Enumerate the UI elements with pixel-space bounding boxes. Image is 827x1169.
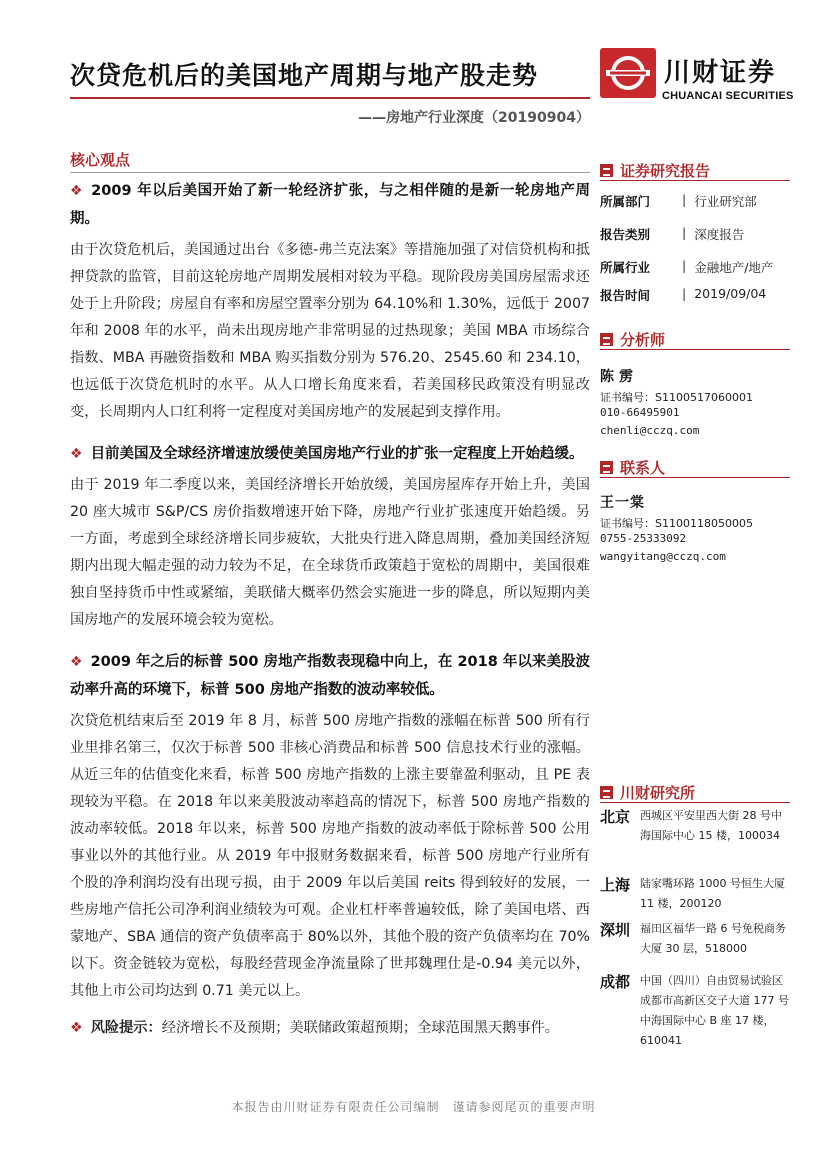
analyst-phone: 010-66495901 bbox=[600, 406, 680, 419]
footer-disclaimer: 本报告由川财证券有限责任公司编制 谨请参阅尾页的重要声明 bbox=[231, 1100, 596, 1114]
section-body: 由于次贷危机后，美国通过出台《多德-弗兰克法案》等措施加强了对信贷机构和抵押贷款的监管，目前这轮房地产周期发展相对较为平稳。现阶段房美国房屋需求还处于上升阶段；房屋自有率和房屋空置率分别为 64.10%和 1.30%，远低于 2007 年和 2008 年的水平，尚未出现房地产非常明显的过热现象；美国 MBA 市场综合指数、MBA 再融资指数和 MBA 购买指数分别为 576.20、2545.60 和 234.10，也远低于次贷危机时的水平。从人口增长角度来看，若美国移民政策没有明显改变，长周期内人口红利将一定程度对美国房地产的发展起到支撑作用。 bbox=[70, 242, 590, 420]
section-marker-icon bbox=[600, 461, 613, 474]
section-sp500 bbox=[70, 648, 590, 1005]
core-heading: 核心观点 bbox=[70, 151, 131, 169]
logo-text-cn: 川财证券 bbox=[664, 58, 777, 88]
chuancai-logo-icon bbox=[600, 48, 656, 98]
info-row-category: 报告类别 | 深度报告 bbox=[600, 225, 745, 242]
report-title: 次贷危机后的美国地产周期与地产股走势 bbox=[70, 61, 539, 90]
sidebar-divider bbox=[600, 349, 790, 350]
office-beijing: 北京 西城区平安里西大街 28 号中海国际中心 15 楼，100034 bbox=[600, 808, 782, 842]
section-heading: ❖ 2009 年以后美国开始了新一轮经济扩张，与之相伴随的是新一轮房地产周期。 bbox=[70, 183, 590, 227]
office-chengdu: 成都 中国（四川）自由贸易试验区成都市高新区交子大道 177 号中海国际中心 B 座 17 楼，610041 bbox=[600, 973, 789, 1047]
office-shanghai: 上海 陆家嘴环路 1000 号恒生大厦 11 楼，200120 bbox=[600, 876, 785, 910]
diamond-bullet-icon: ❖ bbox=[70, 654, 83, 670]
info-row-date: 报告时间 | 2019/09/04 bbox=[600, 286, 767, 303]
institute-heading: 川财研究所 bbox=[600, 782, 695, 803]
section-expansion bbox=[70, 177, 590, 426]
header-divider bbox=[70, 97, 590, 99]
report-heading: 证券研究报告 bbox=[600, 160, 710, 181]
section-body: 由于 2019 年二季度以来，美国经济增长开始放缓，美国房屋库存开始上升，美国 20 座大城市 S&P/CS 房价指数增速开始下降，房地产行业扩张速度开始趋缓。另一方面，考虑到全球经济增长同步疲软，大批央行进入降息周期，叠加美国经济短期内出现大幅走强的动力较为不足，在全球货币政策趋于宽松的周期中，美国很难独自坚持货币中性或紧缩，美联储大概率仍然会实施进一步的降息，所以短期内美国房地产的发展环境会较为宽松。 bbox=[70, 477, 590, 628]
contact-phone: 0755-25333092 bbox=[600, 532, 687, 545]
sidebar-divider bbox=[600, 802, 790, 803]
office-shenzhen: 深圳 福田区福华一路 6 号免税商务大厦 30 层，518000 bbox=[600, 921, 786, 955]
section-heading: ❖ 2009 年之后的标普 500 房地产指数表现稳中向上，在 2018 年以来美股波动率升高的环境下，标普 500 房地产指数的波动率较低。 bbox=[70, 654, 590, 698]
section-heading: ❖ 目前美国及全球经济增速放缓使美国房地产行业的扩张一定程度上开始趋缓。 bbox=[70, 446, 584, 462]
info-row-department: 所属部门 | 行业研究部 bbox=[600, 192, 757, 209]
report-subtitle: ——房地产行业深度（20190904） bbox=[358, 110, 590, 126]
contact-email[interactable]: wangyitang@cczq.com bbox=[600, 550, 726, 563]
diamond-bullet-icon: ❖ bbox=[70, 1020, 83, 1036]
risk-label: 风险提示： bbox=[90, 1020, 162, 1036]
section-marker-icon bbox=[600, 164, 613, 177]
contact-heading: 联系人 bbox=[600, 457, 665, 478]
section-marker-icon bbox=[600, 786, 613, 799]
diamond-bullet-icon: ❖ bbox=[70, 183, 84, 199]
analyst-email[interactable]: chenli@cczq.com bbox=[600, 424, 700, 437]
risk-text: 经济增长不及预期；美联储政策超预期；全球范围黑天鹅事件。 bbox=[161, 1020, 559, 1036]
diamond-bullet-icon: ❖ bbox=[70, 446, 83, 462]
sidebar-divider bbox=[600, 180, 790, 181]
logo-text-en: CHUANCAI SECURITIES bbox=[662, 90, 794, 102]
analyst-name: 陈雳 bbox=[600, 369, 638, 385]
info-row-industry: 所属行业 | 金融地产/地产 bbox=[600, 258, 774, 275]
contact-name: 王一棠 bbox=[600, 495, 645, 511]
main-content bbox=[70, 177, 590, 1042]
section-marker-icon bbox=[600, 333, 613, 346]
contact-cert: 证书编号：S1100118050005 bbox=[600, 517, 753, 530]
analyst-cert: 证书编号：S1100517060001 bbox=[600, 391, 753, 404]
sidebar-divider bbox=[600, 477, 790, 478]
analyst-heading: 分析师 bbox=[600, 329, 665, 350]
core-divider bbox=[70, 172, 590, 173]
section-body: 次贷危机结束后至 2019 年 8 月，标普 500 房地产指数的涨幅在标普 500 所有行业里排名第三，仅次于标普 500 非核心消费品和标普 500 信息技术行业的涨幅。从近三年的估值变化来看，标普 500 房地产指数的上涨主要靠盈利驱动，且 PE 表现较为平稳。在 2018 年以来美股波动率趋高的情况下，标普 500 房地产指数的波动率较低。2018 年以来，标普 500 房地产指数的波动率低于除标普 500 公用事业以外的其他行业。从 2019 年中报财务数据来看，标普 500 房地产行业所有个股的净利润均没有出现亏损，由于 2009 年以后美国 reits 得到较好的发展，一些房地产信托公司净利润业绩较为可观。企业杠杆率普遍较低，除了美国电塔、西蒙地产、SBA 通信的资产负债率高于 80%以外，其他个股的资产负债率均在 70%以下。资金链较为宽松，每股经营现金净流量除了世邦魏理仕是-0.94 美元以外，其他上市公司均达到 0.71 美元以上。 bbox=[70, 713, 590, 999]
risk-warning bbox=[70, 1015, 590, 1042]
section-slowdown bbox=[70, 440, 590, 634]
